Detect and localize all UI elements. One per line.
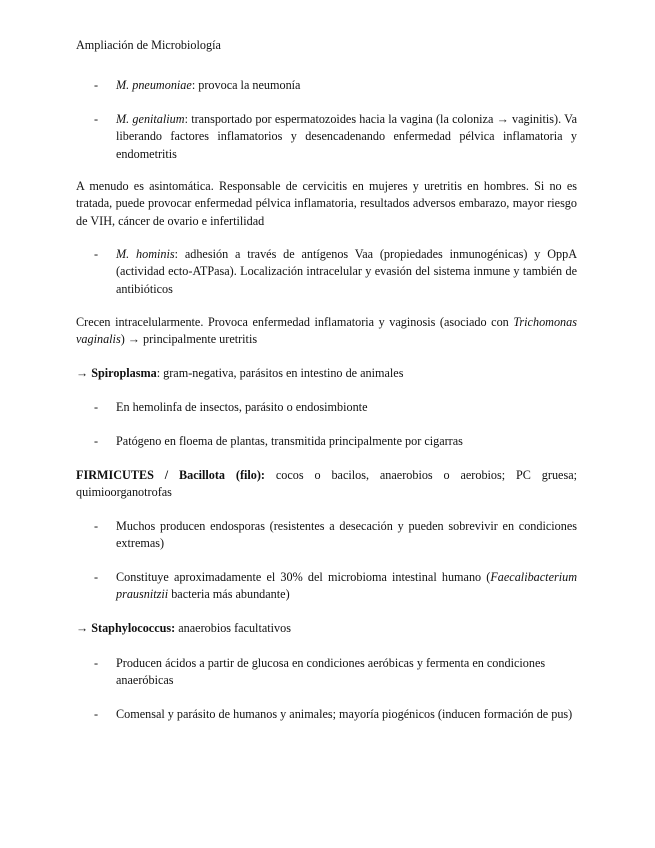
species-name: M. hominis [116, 247, 175, 261]
bullet-hemolinfa: - En hemolinfa de insectos, parásito o endosimbionte [76, 399, 577, 416]
bullet-comensal: - Comensal y parásito de humanos y animales; mayoría piogénicos (inducen formación de pus) [76, 706, 577, 723]
bullet-dash: - [94, 112, 99, 126]
species-name: Faecalibacterium prausnitzii [116, 570, 577, 602]
bullet-dash: - [94, 78, 99, 92]
section-label: FIRMICUTES / Bacillota (filo): [76, 468, 265, 482]
bullet-dash: - [94, 570, 99, 584]
bullet-dash: - [94, 434, 99, 448]
species-name: M. pneumoniae [116, 78, 192, 92]
paragraph-spiroplasma: → Spiroplasma: gram-negativa, parásitos en intestino de animales [76, 366, 404, 380]
bullet-dash: - [94, 247, 99, 261]
bullet-m-genitalium: - M. genitalium: transportado por espermatozoides hacia la vagina (la coloniza → vaginitis). Va liberando factores inflamatorios y desencadenando enfermedad pélvica inflamatoria y endometritis [94, 112, 577, 161]
bullet-m-pneumoniae: - M. pneumoniae: provoca la neumonía [76, 77, 577, 94]
bullet-acidos: - Producen ácidos a partir de glucosa en condiciones aeróbicas y fermenta en condiciones anaeróbicas [94, 656, 546, 688]
paragraph-staphylococcus: → Staphylococcus: anaerobios facultativos [76, 621, 291, 635]
bullet-endosporas: - Muchos producen endosporas (resistentes a desecación y pueden sobrevivir en condiciones extremas) [94, 519, 577, 551]
bullet-dash: - [94, 519, 99, 533]
bullet-dash: - [94, 400, 99, 414]
genus-name: Spiroplasma [91, 366, 157, 380]
paragraph-firmicutes: FIRMICUTES / Bacillota (filo): cocos o bacilos, anaerobios o aerobios; PC gruesa; quimioorganotrofas [76, 468, 577, 500]
species-name: Trichomonas vaginalis [76, 315, 577, 347]
bullet-microbioma: - Constituye aproximadamente el 30% del microbioma intestinal humano (Faecalibacterium prausnitzii bacteria más abundante) [94, 570, 577, 602]
paragraph-crecen: Crecen intracelularmente. Provoca enfermedad inflamatoria y vaginosis (asociado con Trichomonas vaginalis) → principalmente uretritis [76, 315, 577, 347]
genus-label: → Staphylococcus: [76, 621, 176, 635]
species-name: M. genitalium [116, 112, 185, 126]
paragraph-asintomatica: A menudo es asintomática. Responsable de cervicitis en mujeres y uretritis en hombres. Si no es tratada, puede provocar enfermedad pélvica inflamatoria, resultados adversos embarazo, mayor riesgo de VIH, cáncer de ovario e infertilidad [76, 179, 577, 228]
bullet-dash: - [94, 656, 99, 670]
bullet-m-hominis: - M. hominis: adhesión a través de antígenos Vaa (propiedades inmunogénicas) y OppA (actividad ecto-ATPasa). Localización intracelular y evasión del sistema inmune y también de antibióticos [94, 247, 577, 296]
bullet-floema: - Patógeno en floema de plantas, transmitida principalmente por cigarras [76, 433, 577, 450]
bullet-dash: - [94, 707, 99, 721]
page-header: Ampliación de Microbiología [76, 38, 221, 52]
